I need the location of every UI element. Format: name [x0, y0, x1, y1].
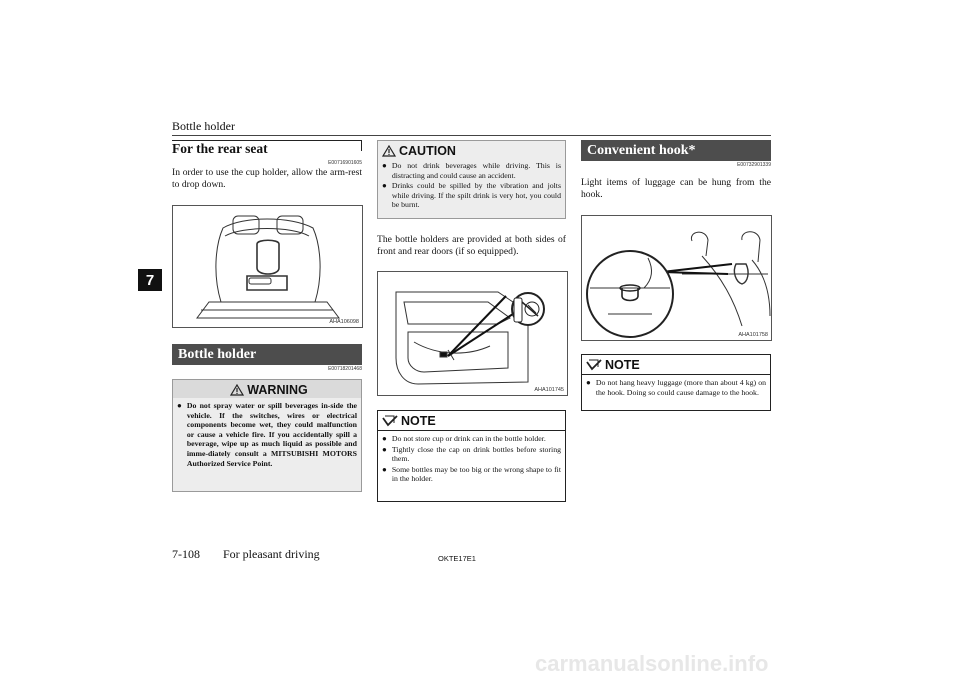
bottle-note-box [377, 410, 566, 502]
watermark: carmanualsonline.info [535, 651, 769, 676]
convenient-hook-text: Light items of luggage can be hung from the hook. [581, 177, 771, 200]
caution-box [377, 140, 566, 219]
chapter-tab: 7 [138, 269, 162, 291]
note-icon [382, 415, 398, 427]
convenient-hook-code: E00732901339 [737, 162, 771, 168]
hook-note-box [581, 354, 771, 411]
list-item: ● Do not drink beverages while driving. This is distracting and could cause an accident. [382, 161, 561, 180]
note-header [582, 355, 770, 372]
list-item: ● Tightly close the cap on drink bottles before storing them. [382, 444, 561, 464]
list-item: ● Some bottles may be too big or the wrong shape to fit in the holder. [382, 464, 561, 484]
bullet-icon: ● [382, 161, 387, 170]
caution-list [382, 161, 561, 210]
rear-seat-text: In order to use the cup holder, allow the arm-rest to drop down. [172, 167, 362, 190]
bullet-icon: ● [382, 181, 387, 191]
bullet-icon: ● [382, 444, 387, 454]
door-bottle-holder-illustration [378, 272, 567, 395]
section-code: E00716901605 [328, 160, 362, 166]
warning-list [177, 401, 357, 468]
note-header [378, 411, 565, 428]
list-item: ● Drinks could be spilled by the vibration and jolts while driving. If the spilt drink is very hot, you could be burnt. [382, 181, 561, 210]
warning-title: WARNING [247, 382, 308, 397]
figure-code: AHA101758 [738, 332, 768, 338]
note-title: NOTE [401, 414, 436, 428]
convenient-hook-heading [581, 140, 771, 161]
rear-seat-illustration [173, 206, 362, 327]
bullet-icon: ● [382, 464, 387, 474]
bullet-icon: ● [586, 378, 591, 387]
footer-chapter-title: For pleasant driving [223, 547, 320, 561]
document-code: OKTE17E1 [438, 554, 476, 563]
hook-figure [581, 215, 772, 341]
rear-seat-figure [172, 205, 363, 328]
warning-box [172, 379, 362, 492]
door-figure [377, 271, 568, 396]
note-list [586, 378, 766, 397]
bottle-holder-text: The bottle holders are provided at both sides of front and rear doors (if so equipped). [377, 234, 566, 257]
list-item: ● Do not store cup or drink can in the bottle holder. [382, 434, 546, 443]
convenient-hook-heading-text: Convenient hook* [587, 142, 696, 158]
note-title: NOTE [605, 358, 640, 372]
bottle-holder-heading-text: Bottle holder [178, 346, 257, 362]
list-item: ● Do not hang heavy luggage (more than about 4 kg) on the hook. Doing so could cause damage to the hook. [586, 378, 766, 397]
hook-inset [587, 251, 673, 337]
caution-title: CAUTION [399, 144, 456, 158]
note-divider [378, 430, 565, 431]
header-rule [172, 135, 771, 136]
warning-icon [230, 384, 244, 396]
note-list [382, 434, 561, 484]
bullet-icon: ● [177, 401, 182, 410]
figure-code: AHA101745 [534, 387, 564, 393]
caution-icon [382, 145, 396, 157]
warning-header [173, 380, 361, 398]
list-item: ● Do not spray water or spill beverages in-side the vehicle. If the switches, wires or electrical components become wet, they could malfunction or cause a vehicle fire. If you accidentally spill a beverage, wipe up as much liquid as possible and imme-diately consult a MITSUBISHI MOTORS Authorized Service Point. [177, 401, 357, 468]
bottle-holder-code: E00718201468 [328, 366, 362, 372]
rear-seat-heading: For the rear seat [172, 141, 268, 156]
bullet-icon: ● [382, 434, 387, 443]
page-number: 7-108 [172, 547, 200, 561]
hook-illustration [582, 216, 771, 340]
figure-code: AHA106098 [329, 319, 359, 325]
caution-header [378, 141, 565, 158]
note-divider [582, 374, 770, 375]
rear-seat-section [172, 138, 362, 190]
bottle-holder-heading [172, 344, 362, 365]
note-icon [586, 359, 602, 371]
bottle-inset-icon [512, 293, 544, 325]
page-header-title: Bottle holder [172, 119, 235, 133]
